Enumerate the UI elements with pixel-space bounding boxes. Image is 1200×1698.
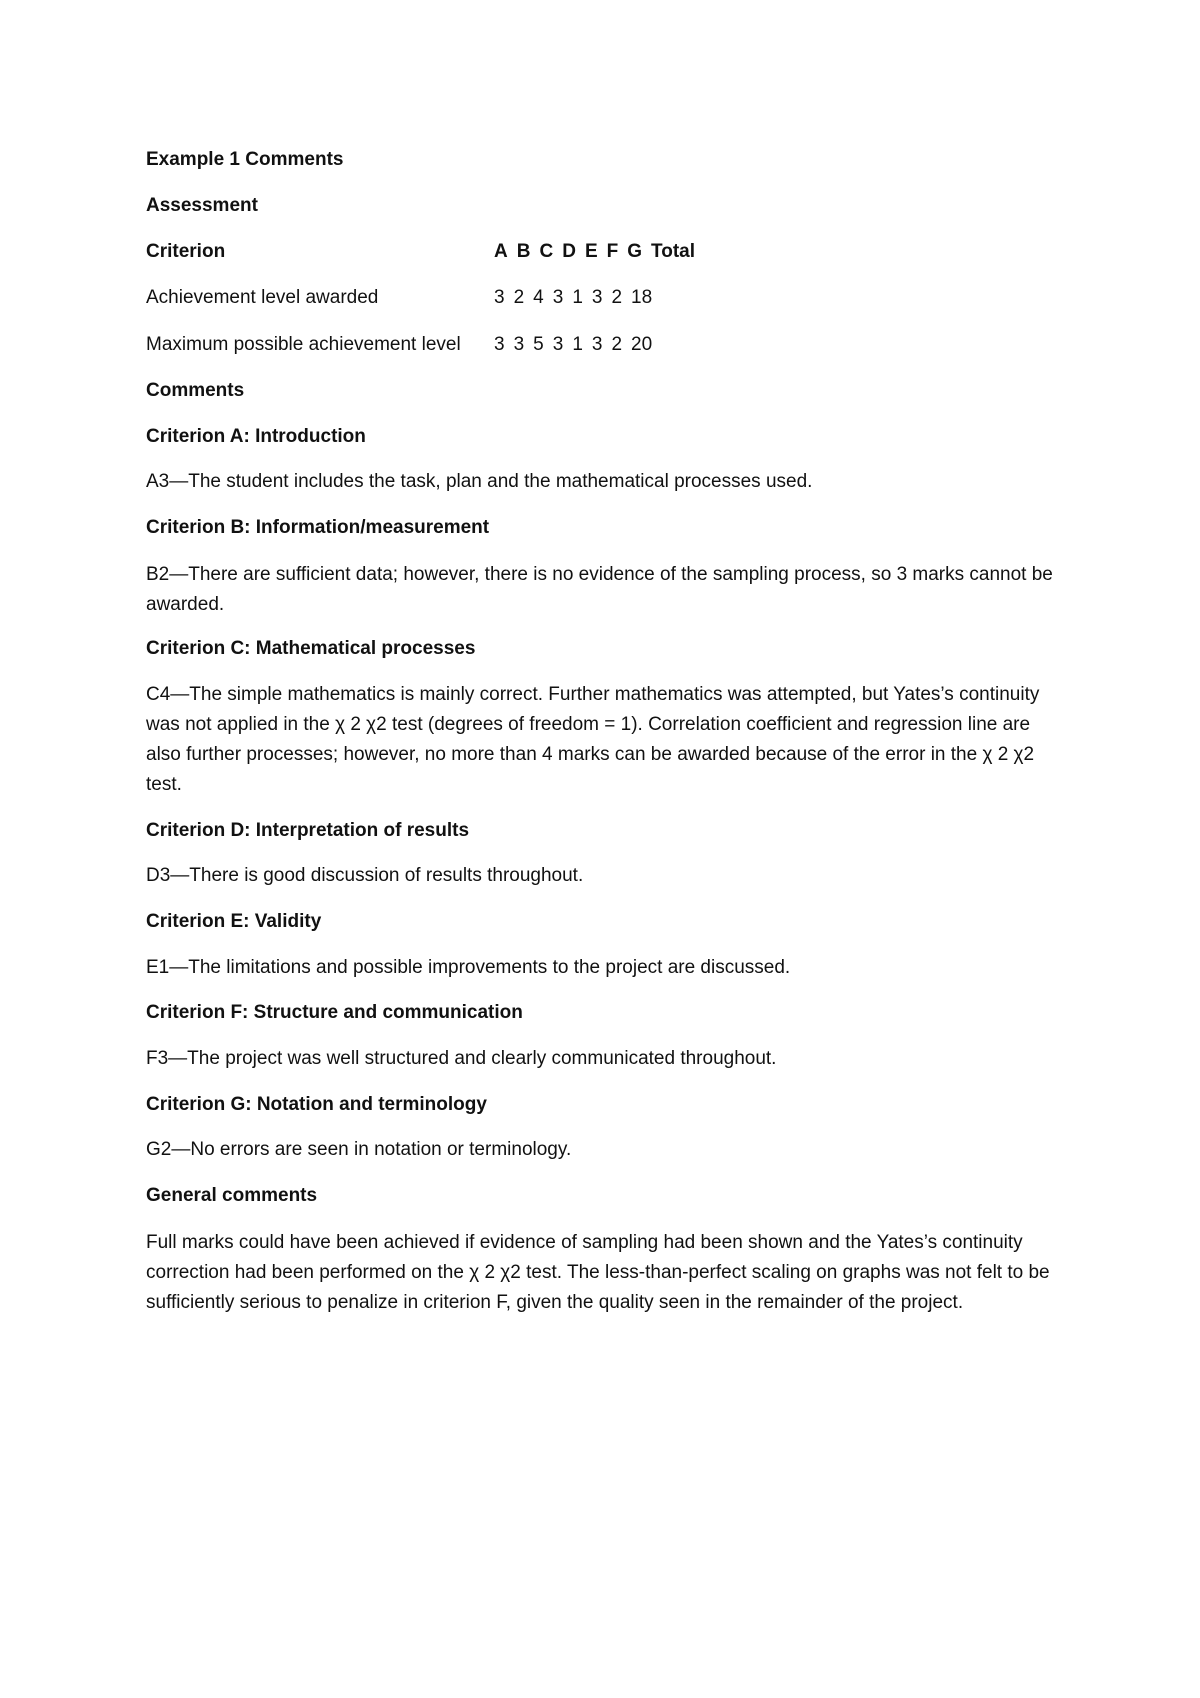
criterion-e-heading: Criterion E: Validity [146, 911, 322, 932]
table-cell: 18 [631, 287, 653, 308]
table-cell: 20 [631, 334, 653, 355]
table-header-cells [494, 237, 704, 267]
table-header-cell: Total [651, 241, 695, 262]
table-header-cell: C [539, 241, 554, 262]
criterion-b-heading: Criterion B: Information/measurement [146, 517, 490, 538]
table-cell: 3 [591, 287, 603, 308]
criterion-f-comment: F3—The project was well structured and clearly communicated throughout. [146, 1048, 777, 1069]
table-cell: 3 [591, 334, 603, 355]
table-header-cell: D [562, 241, 576, 262]
document-title: Example 1 Comments [146, 149, 344, 170]
table-header-cell: E [584, 241, 598, 262]
table-row-label: Maximum possible achievement level [146, 334, 461, 355]
table-cell: 4 [533, 287, 544, 308]
criterion-b-comment: B2—There are sufficient data; however, there is no evidence of the sampling process, so 3 marks cannot be awarded. [146, 564, 1053, 615]
comments-heading: Comments [146, 380, 245, 401]
table-row-cells [494, 330, 661, 360]
table-header-label: Criterion [146, 241, 226, 262]
criterion-c-comment: C4—The simple mathematics is mainly correct. Further mathematics was attempted, but Yates’s continuity was not applied in the χ 2 χ2 test (degrees of freedom = 1). Correlation coefficient and regression line are also further processes; however, no more than 4 marks can be awarded because of the error in the χ 2 χ2 test. [146, 684, 1040, 795]
table-cell: 3 [552, 334, 564, 355]
criterion-g-comment: G2—No errors are seen in notation or terminology. [146, 1139, 572, 1160]
criterion-e-comment: E1—The limitations and possible improvements to the project are discussed. [146, 957, 791, 978]
criterion-a-heading: Criterion A: Introduction [146, 426, 366, 447]
table-row-label: Achievement level awarded [146, 287, 379, 308]
criterion-a-comment: A3—The student includes the task, plan and the mathematical processes used. [146, 471, 813, 492]
table-cell: 3 [513, 334, 525, 355]
table-header-cell: F [606, 241, 619, 262]
criterion-g-heading: Criterion G: Notation and terminology [146, 1094, 487, 1115]
table-cell: 1 [572, 287, 583, 308]
table-cell: 5 [533, 334, 544, 355]
table-header-cell: B [516, 241, 531, 262]
criterion-c-heading: Criterion C: Mathematical processes [146, 638, 476, 659]
table-row-cells [494, 283, 661, 313]
table-header-cell: G [627, 241, 643, 262]
table-cell: 2 [611, 334, 623, 355]
assessment-heading: Assessment [146, 195, 258, 216]
table-cell: 2 [513, 287, 525, 308]
criterion-d-comment: D3—There is good discussion of results throughout. [146, 865, 584, 886]
table-header-cell: A [494, 241, 508, 262]
table-cell: 3 [494, 287, 505, 308]
table-cell: 2 [611, 287, 623, 308]
criterion-d-heading: Criterion D: Interpretation of results [146, 820, 470, 841]
criterion-f-heading: Criterion F: Structure and communication [146, 1002, 523, 1023]
table-cell: 1 [572, 334, 583, 355]
table-cell: 3 [552, 287, 564, 308]
table-cell: 3 [494, 334, 505, 355]
general-comments-heading: General comments [146, 1185, 318, 1206]
general-comments-text: Full marks could have been achieved if evidence of sampling had been shown and the Yates’s continuity correction had been performed on the χ 2 χ2 test. The less-than-perfect scaling on graphs was not felt to be sufficiently serious to penalize in criterion F, given the quality seen in the remainder of the project. [146, 1232, 1050, 1313]
